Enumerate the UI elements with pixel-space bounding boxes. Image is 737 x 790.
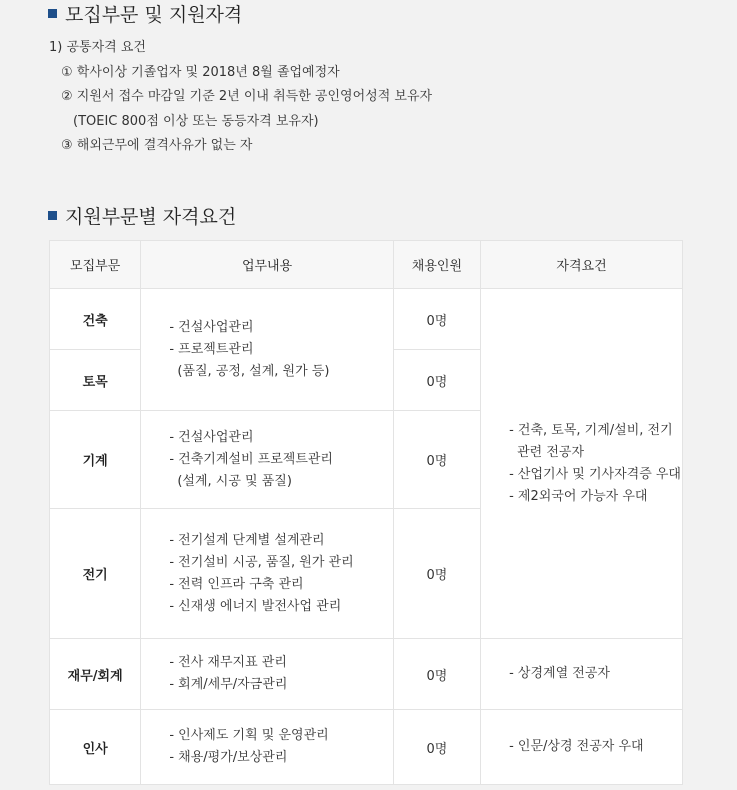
qualification-cell <box>481 289 683 639</box>
duty-line: - 신재생 에너지 발전사업 관리 <box>169 598 342 614</box>
part-cell: 전기 <box>50 509 141 639</box>
requirement-item: ③ 해외근무에 결격사유가 없는 자 <box>61 138 253 153</box>
count-cell: 0명 <box>393 289 480 350</box>
qualification-cell <box>481 710 683 785</box>
qualifications-table <box>49 240 683 785</box>
column-header-duty: 업무내용 <box>141 241 393 289</box>
duty-line: - 전기설계 단계별 설계관리 <box>169 532 325 548</box>
column-header-count: 채용인원 <box>393 241 480 289</box>
duty-line: - 건설사업관리 <box>169 319 254 335</box>
section-title-qualifications <box>48 202 236 229</box>
duty-cell <box>141 509 393 639</box>
count-cell: 0명 <box>393 710 480 785</box>
section-title-recruit <box>48 0 242 27</box>
duty-line: (설계, 시공 및 품질) <box>177 473 292 489</box>
qualification-cell <box>481 639 683 710</box>
column-header-part: 모집부문 <box>50 241 141 289</box>
duty-cell <box>141 710 393 785</box>
part-cell: 인사 <box>50 710 141 785</box>
section-title-text: 지원부문별 자격요건 <box>65 206 237 228</box>
table-row <box>50 639 683 710</box>
duty-cell <box>141 289 393 411</box>
duty-line: - 회계/세무/자금관리 <box>169 677 288 692</box>
count-cell: 0명 <box>393 350 480 411</box>
table-row <box>50 710 683 785</box>
part-cell: 토목 <box>50 350 141 411</box>
qualification-line: - 인문/상경 전공자 우대 <box>509 739 644 754</box>
part-cell: 재무/회계 <box>50 639 141 710</box>
duty-line: - 건설사업관리 <box>169 429 254 445</box>
duty-line: - 채용/평가/보상관리 <box>169 750 288 765</box>
requirements-heading: 1) 공통자격 요건 <box>49 40 146 55</box>
table-row <box>50 289 683 350</box>
qualification-line: - 제2외국어 가능자 우대 <box>509 488 648 504</box>
table-header-row <box>50 241 683 289</box>
duty-line: - 인사제도 기획 및 운영관리 <box>169 728 329 743</box>
column-header-qualification: 자격요건 <box>481 241 683 289</box>
duty-line: - 건축기계설비 프로젝트관리 <box>169 451 333 467</box>
duty-line: - 전기설비 시공, 품질, 원가 관리 <box>169 554 354 570</box>
requirement-item: ① 학사이상 기졸업자 및 2018년 8월 졸업예정자 <box>61 64 340 80</box>
count-cell: 0명 <box>393 639 480 710</box>
duty-cell <box>141 411 393 509</box>
qualification-line: - 건축, 토목, 기계/설비, 전기 <box>509 422 673 438</box>
duty-line: (품질, 공정, 설계, 원가 등) <box>177 363 330 379</box>
square-bullet-icon <box>48 211 57 220</box>
qualification-line: 관련 전공자 <box>517 444 585 460</box>
requirement-item-note: (TOEIC 800점 이상 또는 동등자격 보유자) <box>73 113 319 129</box>
count-cell: 0명 <box>393 509 480 639</box>
duty-line: - 전사 재무지표 관리 <box>169 655 287 670</box>
count-cell: 0명 <box>393 411 480 509</box>
part-cell: 건축 <box>50 289 141 350</box>
part-cell: 기계 <box>50 411 141 509</box>
duty-cell <box>141 639 393 710</box>
common-requirements <box>49 36 432 159</box>
section-title-text: 모집부문 및 지원자격 <box>65 4 243 26</box>
square-bullet-icon <box>48 9 57 18</box>
duty-line: - 프로젝트관리 <box>169 341 254 357</box>
duty-line: - 전력 인프라 구축 관리 <box>169 576 304 592</box>
requirement-item: ② 지원서 접수 마감일 기준 2년 이내 취득한 공인영어성적 보유자 <box>61 89 433 104</box>
qualification-line: - 상경계열 전공자 <box>509 666 610 681</box>
qualification-line: - 산업기사 및 기사자격증 우대 <box>509 466 681 482</box>
